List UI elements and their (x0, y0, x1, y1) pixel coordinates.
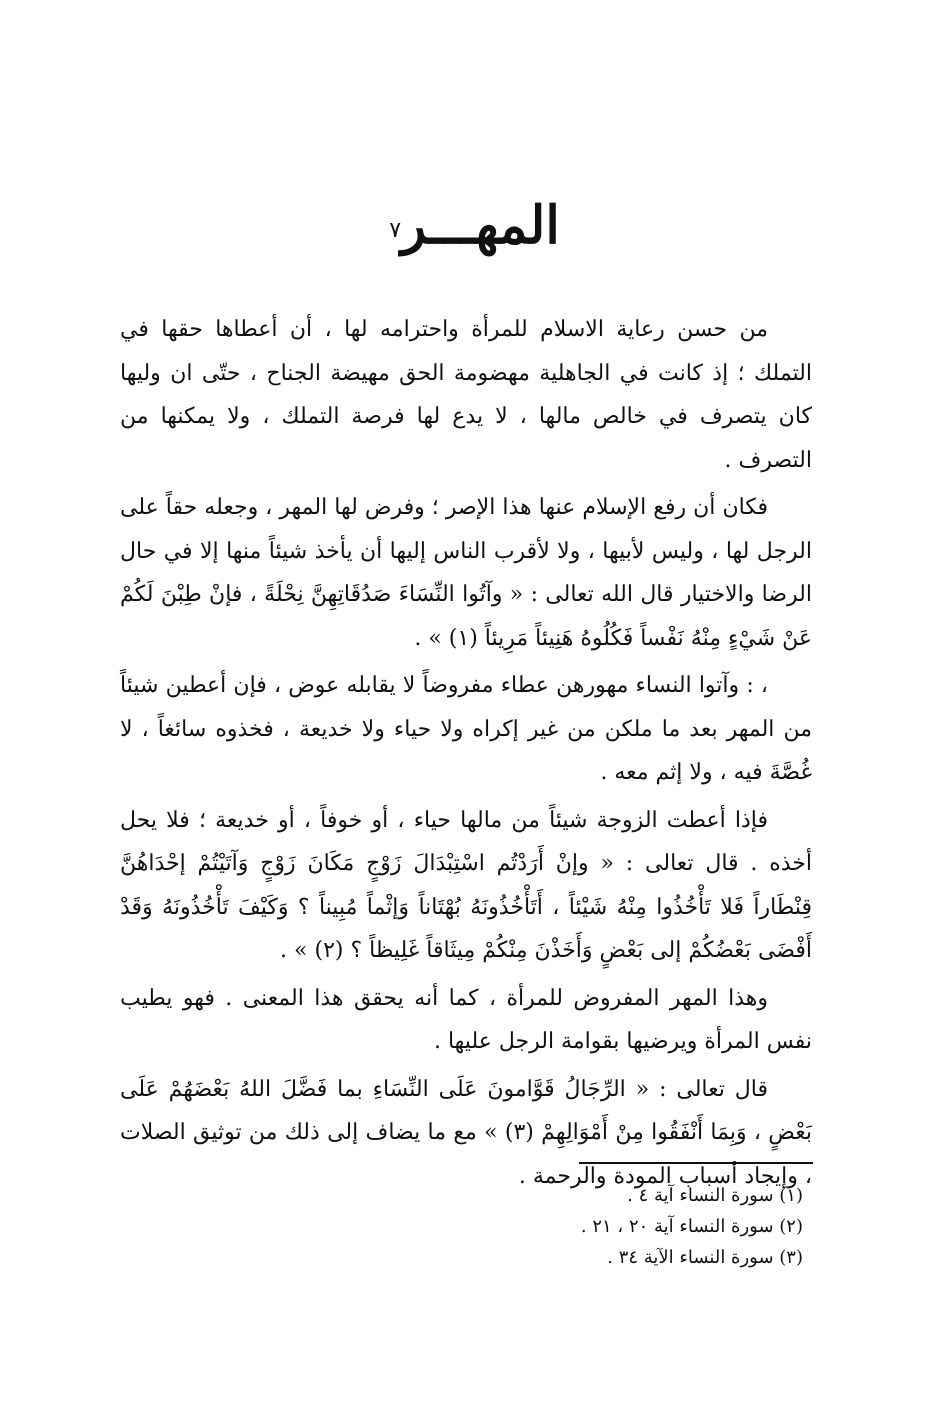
chapter-title: المهـــر (401, 195, 560, 256)
chapter-heading (0, 195, 943, 256)
footnote-2: (٢) سورة النساء آية ٢٠ ، ٢١ . (580, 1216, 803, 1237)
paragraph-2: فكان أن رفع الإسلام عنها هذا الإصر ؛ وفرض لها المهر ، وجعله حقاً على الرجل لها ، وليس لأبيها ، ولا لأقرب الناس إليها أن يأخذ شيئاً منها إلا في حال الرضا والاختيار قال الله تعالى : « وآتُوا النِّسَاءَ صَدُقَاتِهِنَّ نِحْلَةً ، فإنْ طِبْنَ لَكُمْ عَنْ شَيْءٍ مِنْهُ نَفْساً فَكُلُوهُ هَنِيئاً مَرِيئاً (١) » . (120, 495, 812, 651)
page-number: ٧ (389, 217, 402, 243)
paragraph-6: قال تعالى : « الرِّجَالُ قَوَّامونَ عَلَى النِّسَاءِ بما فَضَّلَ اللهُ بَعْضَهُمْ عَلَى بَعْضٍ ، وَبِمَا أَنْفَقُوا مِنْ أَمْوَالِهِمْ (٣) » مع ما يضاف إلى ذلك من توثيق الصلات ، وإيجاد أسباب المودة والرحمة . (120, 1076, 812, 1189)
footnotes (203, 1180, 803, 1273)
footnote-1: (١) سورة النساء آية ٤ . (627, 1185, 803, 1206)
paragraph-3: ، : وآتوا النساء مهورهن عطاء مفروضاً لا يقابله عوض ، فإن أعطين شيئاً من المهر بعد ما ملكن من غير إكراه ولا حياء ولا خديعة ، فخذوه سائغاً ، لا غُصَّةَ فيه ، ولا إثم معه . (120, 673, 812, 785)
body-text (120, 308, 812, 1202)
footnote-3: (٣) سورة النساء الآية ٣٤ . (607, 1247, 803, 1268)
paragraph-4: فإذا أعطت الزوجة شيئاً من مالها حياء ، أو خوفاً ، أو خديعة ؛ فلا يحل أخذه . قال تعالى : « وإنْ أَرَدْتُم اسْتِبْدَالَ زَوْجٍ مَكَانَ زَوْجٍ وَآتَيْتُمْ إحْدَاهُنَّ قِنْطَاراً فَلا تَأْخُذُوا مِنْهُ شَيْئاً ، أَتَأْخُذُونَهُ بُهْتَاناً وَإثْماً مُبِيناً ؟ وَكَيْفَ تَأْخُذُونَهُ وَقَدْ أَفْضَى بَعْضُكُمْ إلى بَعْضٍ وَأَخَذْنَ مِنْكُمْ مِيثَاقاً غَلِيظاً ؟ (٢) » . (120, 807, 812, 963)
footnote-divider (579, 1162, 813, 1164)
paragraph-5: وهذا المهر المفروض للمرأة ، كما أنه يحقق هذا المعنى . فهو يطيب نفس المرأة ويرضيها بقوامة الرجل عليها . (120, 985, 812, 1054)
paragraph-1: من حسن رعاية الاسلام للمرأة واحترامه لها ، أن أعطاها حقها في التملك ؛ إذ كانت في الجاهلية مهضومة الحق مهيضة الجناح ، حتّى ان وليها كان يتصرف في خالص مالها ، لا يدع لها فرصة التملك ، ولا يمكنها من التصرف . (120, 317, 812, 473)
